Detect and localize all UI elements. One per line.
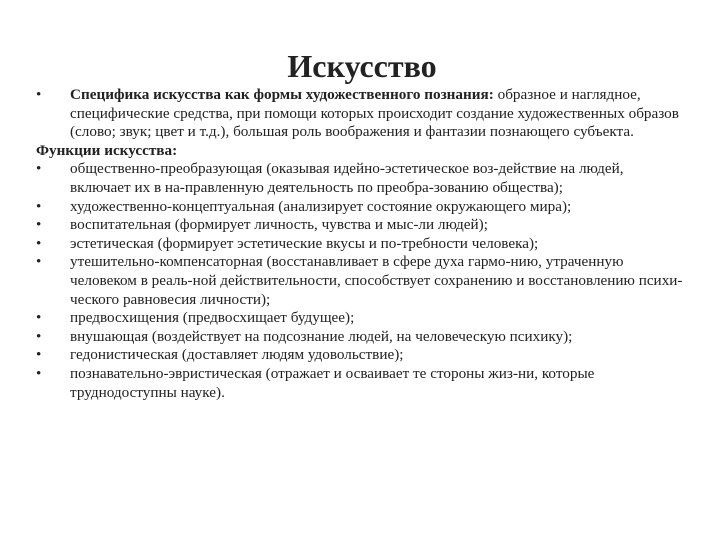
bullet-icon: • [36, 234, 42, 252]
list-item [36, 198, 686, 217]
list-item [36, 365, 686, 402]
list-item-text: познавательно-эвристическая (отражает и осваивает те стороны жиз-ни, которые труднодоступны науке). [70, 364, 595, 401]
bullet-icon: • [36, 346, 42, 364]
list-item-text: общественно-преобразующая (оказывая идейно-эстетическое воз-действие на людей, включает их в на-правленную деятельность по преобра-зованию общества); [70, 160, 624, 196]
bullet-icon: • [36, 216, 42, 234]
list-item [36, 160, 686, 197]
slide-title: Искусство [287, 48, 437, 84]
list-item-text: воспитательная (формирует личность, чувства и мыс-ли людей); [70, 216, 488, 234]
list-item-text: эстетическая (формирует эстетические вкусы и по-требности человека); [70, 234, 539, 252]
list-item-text: утешительно-компенсаторная (восстанавливает в сфере духа гармо-нию, утраченную человеком в реаль-ной действительности, способствует сохранению и восстановлению психи-ческого равновесия личности); [70, 253, 683, 308]
list-item-text: внушающая (воздействует на подсознание людей, на человеческую психику); [70, 327, 573, 345]
list-item [36, 309, 686, 328]
list-item [36, 346, 686, 365]
bullet-icon: • [36, 86, 42, 103]
bullet-icon: • [36, 253, 42, 271]
intro-text: образное и наглядное, специфические средства, при помощи которых происходит создание художественных образов (слово; звук; цвет и т.д.), большая роль воображения и фантазии познающего субъекта. [70, 86, 679, 141]
list-item-text: предвосхищения (предвосхищает будущее); [70, 309, 355, 327]
list-item-text: художественно-концептуальная (анализирует состояние окружающего мира); [70, 197, 572, 215]
bullet-icon: • [36, 327, 42, 345]
list-item [36, 235, 686, 254]
bullet-icon: • [36, 364, 42, 382]
list-item [36, 328, 686, 347]
bullet-icon: • [36, 309, 42, 327]
list-item [36, 216, 686, 235]
intro-bold-text: Специфика искусства как формы художественного познания: [70, 86, 494, 103]
bullet-icon: • [36, 160, 42, 178]
list-item [36, 253, 686, 309]
functions-list [36, 160, 686, 402]
list-item-text: гедонистическая (доставляет людям удовольствие); [70, 346, 404, 364]
intro-item [36, 86, 686, 142]
slide-body [36, 86, 686, 402]
bullet-icon: • [36, 197, 42, 215]
functions-heading: Функции искусства: [36, 141, 178, 159]
